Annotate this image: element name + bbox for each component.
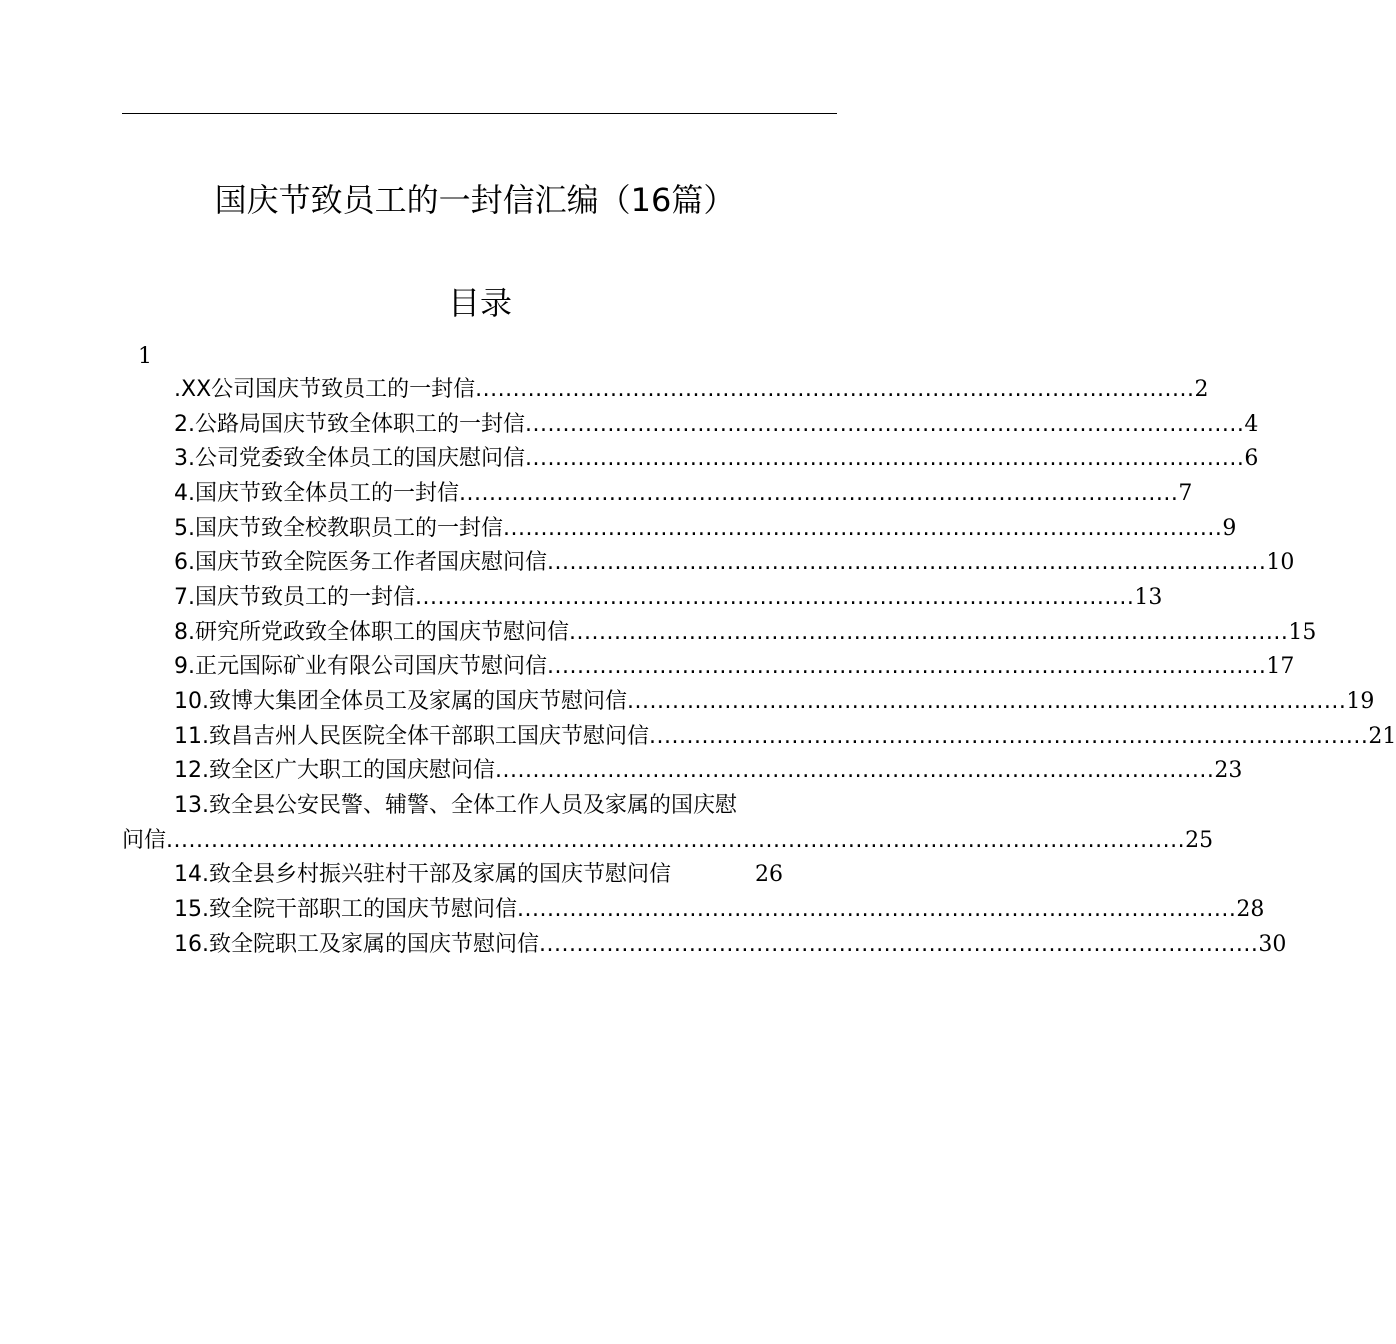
toc-leader: ................................................................................................ xyxy=(495,758,1215,783)
toc-entry[interactable] xyxy=(174,479,1193,509)
toc-entry-title: .XX公司国庆节致员工的一封信 xyxy=(174,377,476,402)
toc-leader: ................................................................................................ xyxy=(569,620,1289,645)
toc-entry-title: 11.致昌吉州人民医院全体干部职工国庆节慰问信 xyxy=(174,724,649,749)
toc-entry-page: 4 xyxy=(1244,412,1259,437)
toc-entry-page: 6 xyxy=(1244,446,1259,471)
toc-entry-title: 问信 xyxy=(122,828,167,853)
toc-leader: ................................................................................................ xyxy=(525,446,1245,471)
toc-entry-title: 15.致全院干部职工的国庆节慰问信 xyxy=(174,897,517,922)
toc-entry-title: 8.研究所党政致全体职工的国庆节慰问信 xyxy=(174,620,569,645)
toc-entry-page: 17 xyxy=(1266,654,1295,679)
toc-entry-title: 10.致博大集团全体员工及家属的国庆节慰问信 xyxy=(174,689,627,714)
toc-leader: ................................................................................................ xyxy=(525,412,1245,437)
toc-entry-page: 23 xyxy=(1214,758,1243,783)
toc-entry-page: 7 xyxy=(1178,481,1193,506)
toc-entry-page: 21 xyxy=(1368,724,1396,749)
toc-leader: ................................................................................................ xyxy=(649,724,1369,749)
toc-entry-page: 10 xyxy=(1266,550,1295,575)
toc-entry-title: 14.致全县乡村振兴驻村干部及家属的国庆节慰问信 xyxy=(174,862,671,887)
toc-leader: ................................................................................................ xyxy=(627,689,1347,714)
toc-entry[interactable] xyxy=(174,444,1259,474)
toc-entry-page: 2 xyxy=(1194,377,1209,402)
toc-entry[interactable] xyxy=(174,687,1375,717)
toc-leader: ................................................................................................ xyxy=(547,654,1267,679)
toc-entry[interactable] xyxy=(174,410,1259,440)
stray-number: 1 xyxy=(138,344,152,369)
toc-entry-title: 16.致全院职工及家属的国庆节慰问信 xyxy=(174,932,539,957)
document-title: 国庆节致员工的一封信汇编（16篇） xyxy=(214,181,736,219)
toc-entry-wrapped-line1[interactable]: 13.致全县公安民警、辅警、全体工作人员及家属的国庆慰 xyxy=(174,793,737,818)
toc-entry-title: 12.致全区广大职工的国庆慰问信 xyxy=(174,758,495,783)
toc-entry[interactable] xyxy=(174,548,1295,578)
toc-entry-title: 5.国庆节致全校教职员工的一封信 xyxy=(174,516,503,541)
toc-entry-page: 30 xyxy=(1258,932,1287,957)
toc-entry-wrapped-line2[interactable] xyxy=(122,826,1214,856)
toc-entry[interactable] xyxy=(174,375,1209,405)
toc-entry[interactable] xyxy=(174,930,1287,960)
toc-entry-title: 6.国庆节致全院医务工作者国庆慰问信 xyxy=(174,550,547,575)
toc-leader: ................................................................................................ xyxy=(503,516,1223,541)
toc-entry-title: 7.国庆节致员工的一封信 xyxy=(174,585,415,610)
toc-entry[interactable] xyxy=(174,514,1237,544)
toc-leader: ........................................................................................................................................ xyxy=(166,828,1186,853)
toc-entry[interactable] xyxy=(174,652,1295,682)
toc-entry-page: 26 xyxy=(755,862,783,887)
toc-entry-page: 25 xyxy=(1185,828,1214,853)
toc-entry-title: 2.公路局国庆节致全体职工的一封信 xyxy=(174,412,525,437)
toc-leader: ................................................................................................ xyxy=(415,585,1135,610)
toc-leader: ................................................................................................ xyxy=(539,932,1259,957)
toc-entry-title: 4.国庆节致全体员工的一封信 xyxy=(174,481,459,506)
toc-leader: ................................................................................................ xyxy=(547,550,1267,575)
toc-entry[interactable] xyxy=(174,583,1163,613)
toc-leader: ................................................................................................ xyxy=(459,481,1179,506)
toc-entry[interactable] xyxy=(174,860,783,890)
toc-entry[interactable] xyxy=(174,756,1243,786)
toc-leader: ................................................................................................ xyxy=(517,897,1237,922)
toc-entry-page: 9 xyxy=(1222,516,1237,541)
toc-entry-page: 19 xyxy=(1346,689,1375,714)
toc-heading: 目录 xyxy=(447,284,512,322)
toc-entry-page: 13 xyxy=(1134,585,1163,610)
toc-entry-page: 28 xyxy=(1236,897,1265,922)
toc-entry[interactable] xyxy=(174,895,1265,925)
toc-entry-title: 9.正元国际矿业有限公司国庆节慰问信 xyxy=(174,654,547,679)
toc-leader: ................................................................................................ xyxy=(475,377,1195,402)
toc-entry[interactable] xyxy=(174,722,1396,752)
toc-entry-title: 3.公司党委致全体员工的国庆慰问信 xyxy=(174,446,525,471)
toc-entry[interactable] xyxy=(174,618,1317,648)
toc-entry-page: 15 xyxy=(1288,620,1317,645)
